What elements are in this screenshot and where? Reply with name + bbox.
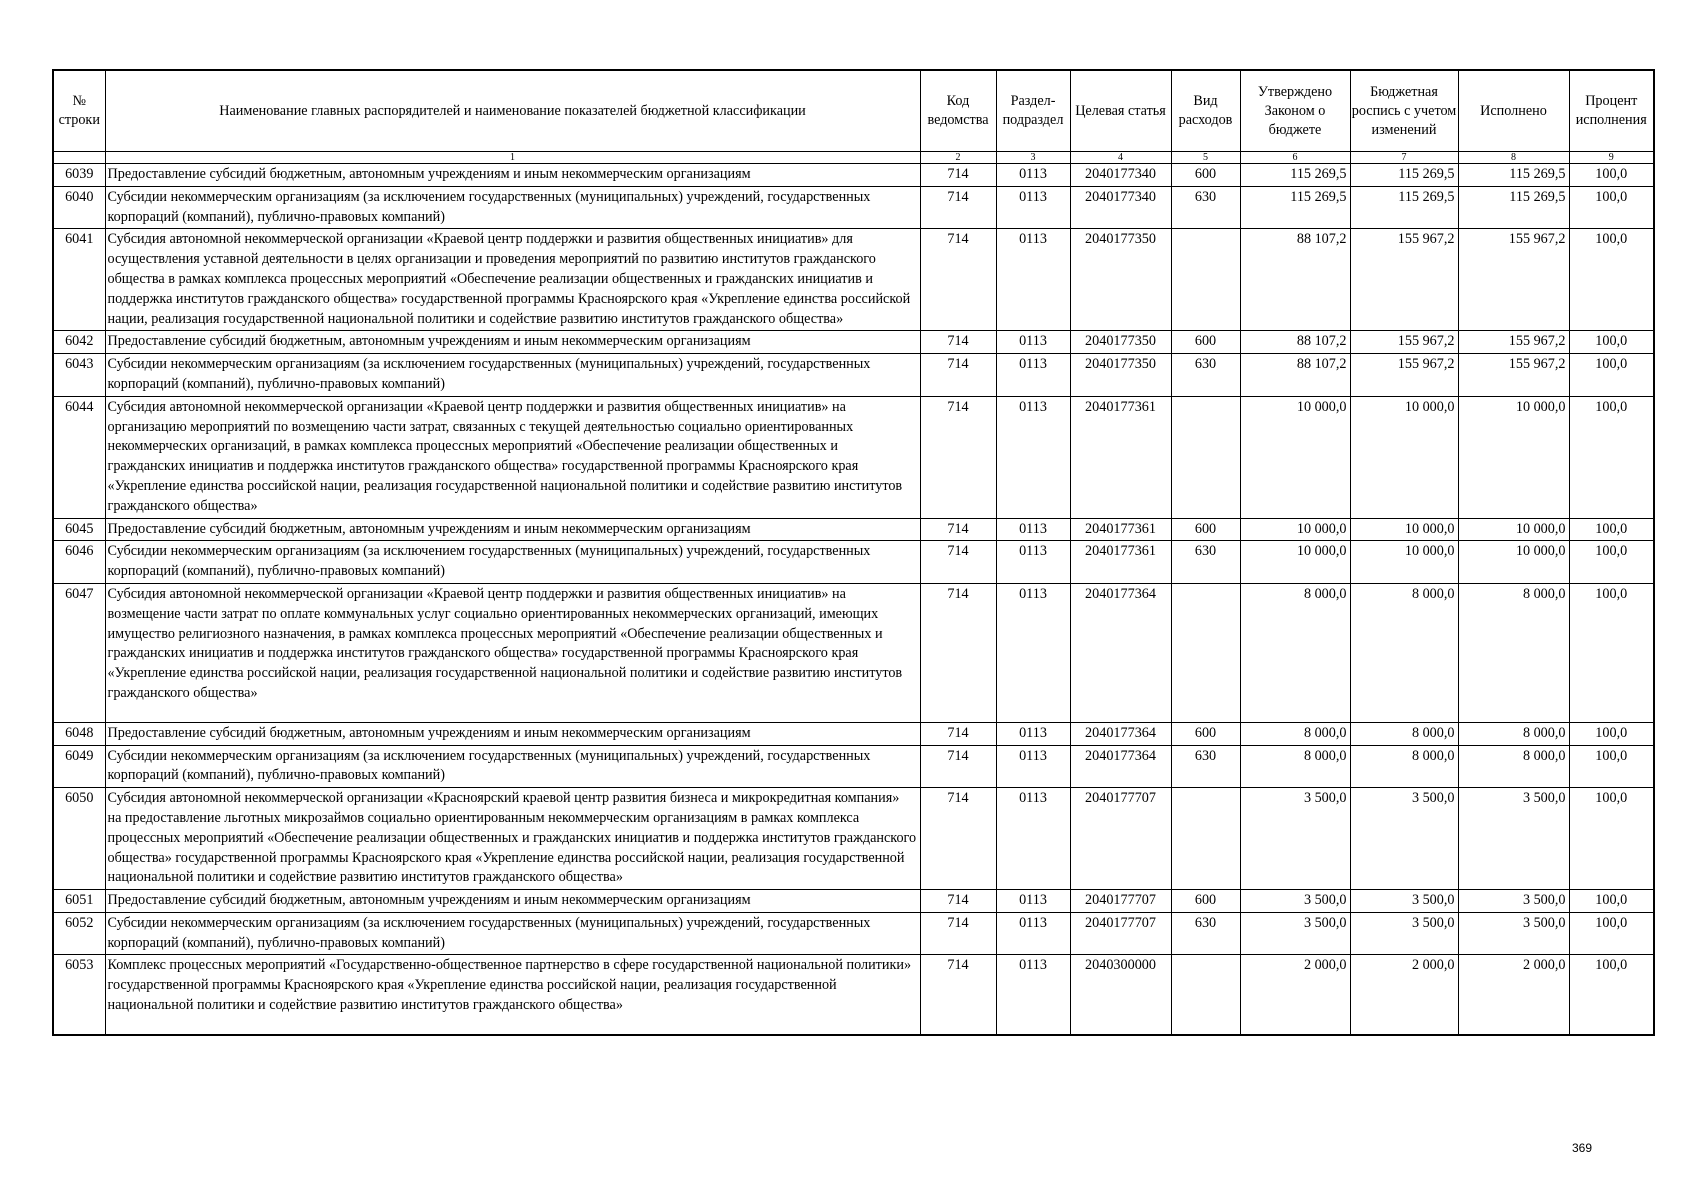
row-executed: 3 500,0 <box>1458 912 1569 955</box>
table-row <box>53 518 1654 541</box>
row-section-code: 0113 <box>996 955 1070 1035</box>
row-name: Субсидия автономной некоммерческой организации «Краевой центр поддержки и развития общественных инициатив» на организацию мероприятий по возмещению части затрат, связанных с текущей деятельностью социально ориентированных некоммерческих организаций, в рамках комплекса процессных мероприятий «Обеспечение реализации общественных и гражданских инициатив и поддержка институтов гражданского общества» государственной программы Красноярского края «Укрепление единства российской нации, реализация государственной национальной политики и содействие развитию институтов гражданского общества» <box>105 396 920 518</box>
table-row <box>53 788 1654 890</box>
row-section-code: 0113 <box>996 518 1070 541</box>
column-number-blank <box>53 152 105 164</box>
column-number-row <box>53 152 1654 164</box>
row-section-code: 0113 <box>996 164 1070 187</box>
column-number: 2 <box>920 152 996 164</box>
row-section-code: 0113 <box>996 745 1070 788</box>
row-budget: 115 269,5 <box>1350 164 1458 187</box>
row-budget: 3 500,0 <box>1350 890 1458 913</box>
row-percent: 100,0 <box>1569 229 1654 331</box>
row-expense-type: 630 <box>1171 186 1240 229</box>
row-section-code: 0113 <box>996 788 1070 890</box>
table-row <box>53 229 1654 331</box>
row-name: Субсидии некоммерческим организациям (за исключением государственных (муниципальных) учреждений, государственных корпораций (компаний), публично-правовых компаний) <box>105 354 920 397</box>
row-dept-code: 714 <box>920 186 996 229</box>
row-budget: 2 000,0 <box>1350 955 1458 1035</box>
row-expense-type: 600 <box>1171 164 1240 187</box>
table-row <box>53 354 1654 397</box>
row-name: Субсидия автономной некоммерческой организации «Красноярский краевой центр развития бизнеса и микрокредитная компания» на предоставление льготных микрозаймов социально ориентированным некоммерческим организациям в рамках комплекса процессных мероприятий «Обеспечение реализации общественных и гражданских инициатив и поддержка институтов гражданского общества» государственной программы Красноярского края «Укрепление единства российской нации, реализация государственной национальной политики и содействие развитию институтов гражданского общества» <box>105 788 920 890</box>
row-budget: 10 000,0 <box>1350 396 1458 518</box>
row-approved: 8 000,0 <box>1240 722 1350 745</box>
row-dept-code: 714 <box>920 788 996 890</box>
row-percent: 100,0 <box>1569 541 1654 584</box>
row-number: 6047 <box>53 583 105 722</box>
row-executed: 155 967,2 <box>1458 331 1569 354</box>
row-expense-type: 630 <box>1171 912 1240 955</box>
row-number: 6042 <box>53 331 105 354</box>
row-budget: 10 000,0 <box>1350 541 1458 584</box>
row-name: Предоставление субсидий бюджетным, автономным учреждениям и иным некоммерческим организациям <box>105 331 920 354</box>
row-article-code: 2040177364 <box>1070 583 1171 722</box>
row-article-code: 2040177364 <box>1070 745 1171 788</box>
row-section-code: 0113 <box>996 722 1070 745</box>
row-expense-type: 600 <box>1171 331 1240 354</box>
table-row <box>53 583 1654 722</box>
header-executed: Исполнено <box>1458 70 1569 152</box>
row-number: 6053 <box>53 955 105 1035</box>
table-row <box>53 541 1654 584</box>
row-dept-code: 714 <box>920 331 996 354</box>
header-budget: Бюджетная роспись с учетом изменений <box>1350 70 1458 152</box>
row-budget: 155 967,2 <box>1350 331 1458 354</box>
row-expense-type <box>1171 229 1240 331</box>
row-number: 6048 <box>53 722 105 745</box>
row-dept-code: 714 <box>920 745 996 788</box>
row-budget: 155 967,2 <box>1350 229 1458 331</box>
table-row <box>53 955 1654 1035</box>
row-percent: 100,0 <box>1569 722 1654 745</box>
row-name: Предоставление субсидий бюджетным, автономным учреждениям и иным некоммерческим организациям <box>105 722 920 745</box>
row-article-code: 2040177340 <box>1070 164 1171 187</box>
row-budget: 8 000,0 <box>1350 583 1458 722</box>
row-section-code: 0113 <box>996 396 1070 518</box>
row-approved: 8 000,0 <box>1240 583 1350 722</box>
row-name: Предоставление субсидий бюджетным, автономным учреждениям и иным некоммерческим организациям <box>105 890 920 913</box>
row-executed: 10 000,0 <box>1458 396 1569 518</box>
row-number: 6041 <box>53 229 105 331</box>
row-approved: 10 000,0 <box>1240 541 1350 584</box>
header-approved: Утверждено Законом о бюджете <box>1240 70 1350 152</box>
row-article-code: 2040177361 <box>1070 396 1171 518</box>
column-number: 3 <box>996 152 1070 164</box>
row-approved: 115 269,5 <box>1240 164 1350 187</box>
row-percent: 100,0 <box>1569 745 1654 788</box>
column-number: 9 <box>1569 152 1654 164</box>
budget-table <box>52 69 1655 1036</box>
row-section-code: 0113 <box>996 331 1070 354</box>
header-expense: Вид расходов <box>1171 70 1240 152</box>
row-section-code: 0113 <box>996 583 1070 722</box>
header-name: Наименование главных распорядителей и наименование показателей бюджетной классификации <box>105 70 920 152</box>
column-number: 6 <box>1240 152 1350 164</box>
row-name: Субсидия автономной некоммерческой организации «Краевой центр поддержки и развития общественных инициатив» на возмещение части затрат по оплате коммунальных услуг социально ориентированных некоммерческих организаций, имеющих имущество религиозного назначения, в рамках комплекса процессных мероприятий «Обеспечение реализации общественных и гражданских инициатив и поддержка институтов гражданского общества» государственной программы Красноярского края «Укрепление единства российской нации, реализация государственной национальной политики и содействие развитию институтов гражданского общества» <box>105 583 920 722</box>
row-executed: 115 269,5 <box>1458 186 1569 229</box>
row-dept-code: 714 <box>920 722 996 745</box>
row-number: 6046 <box>53 541 105 584</box>
row-name: Субсидии некоммерческим организациям (за исключением государственных (муниципальных) учреждений, государственных корпораций (компаний), публично-правовых компаний) <box>105 912 920 955</box>
row-executed: 3 500,0 <box>1458 788 1569 890</box>
row-budget: 8 000,0 <box>1350 745 1458 788</box>
row-name: Предоставление субсидий бюджетным, автономным учреждениям и иным некоммерческим организациям <box>105 164 920 187</box>
row-expense-type: 600 <box>1171 722 1240 745</box>
row-executed: 3 500,0 <box>1458 890 1569 913</box>
header-dept: Код ведомства <box>920 70 996 152</box>
row-budget: 10 000,0 <box>1350 518 1458 541</box>
row-expense-type: 630 <box>1171 541 1240 584</box>
row-section-code: 0113 <box>996 354 1070 397</box>
row-executed: 2 000,0 <box>1458 955 1569 1035</box>
row-dept-code: 714 <box>920 164 996 187</box>
header-article: Целевая статья <box>1070 70 1171 152</box>
column-number: 7 <box>1350 152 1458 164</box>
row-expense-type <box>1171 583 1240 722</box>
row-section-code: 0113 <box>996 229 1070 331</box>
row-percent: 100,0 <box>1569 164 1654 187</box>
row-expense-type: 600 <box>1171 518 1240 541</box>
row-approved: 10 000,0 <box>1240 396 1350 518</box>
row-approved: 115 269,5 <box>1240 186 1350 229</box>
row-article-code: 2040177364 <box>1070 722 1171 745</box>
row-approved: 2 000,0 <box>1240 955 1350 1035</box>
row-article-code: 2040177361 <box>1070 518 1171 541</box>
row-budget: 3 500,0 <box>1350 788 1458 890</box>
column-number: 5 <box>1171 152 1240 164</box>
table-row <box>53 890 1654 913</box>
row-executed: 10 000,0 <box>1458 518 1569 541</box>
row-number: 6039 <box>53 164 105 187</box>
header-section: Раздел-подраздел <box>996 70 1070 152</box>
row-percent: 100,0 <box>1569 186 1654 229</box>
table-row <box>53 164 1654 187</box>
row-article-code: 2040177350 <box>1070 331 1171 354</box>
row-dept-code: 714 <box>920 396 996 518</box>
row-article-code: 2040177707 <box>1070 788 1171 890</box>
row-expense-type <box>1171 788 1240 890</box>
row-budget: 8 000,0 <box>1350 722 1458 745</box>
row-article-code: 2040177340 <box>1070 186 1171 229</box>
row-number: 6049 <box>53 745 105 788</box>
table-row <box>53 745 1654 788</box>
column-number: 8 <box>1458 152 1569 164</box>
row-percent: 100,0 <box>1569 890 1654 913</box>
row-budget: 155 967,2 <box>1350 354 1458 397</box>
row-executed: 155 967,2 <box>1458 229 1569 331</box>
row-percent: 100,0 <box>1569 788 1654 890</box>
row-expense-type: 630 <box>1171 745 1240 788</box>
row-dept-code: 714 <box>920 541 996 584</box>
row-number: 6045 <box>53 518 105 541</box>
row-percent: 100,0 <box>1569 396 1654 518</box>
row-approved: 88 107,2 <box>1240 354 1350 397</box>
table-row <box>53 186 1654 229</box>
row-expense-type: 600 <box>1171 890 1240 913</box>
row-executed: 8 000,0 <box>1458 745 1569 788</box>
row-executed: 8 000,0 <box>1458 583 1569 722</box>
row-budget: 115 269,5 <box>1350 186 1458 229</box>
row-dept-code: 714 <box>920 354 996 397</box>
row-approved: 3 500,0 <box>1240 890 1350 913</box>
row-executed: 115 269,5 <box>1458 164 1569 187</box>
row-name: Субсидии некоммерческим организациям (за исключением государственных (муниципальных) учреждений, государственных корпораций (компаний), публично-правовых компаний) <box>105 745 920 788</box>
row-section-code: 0113 <box>996 541 1070 584</box>
row-article-code: 2040177707 <box>1070 912 1171 955</box>
row-section-code: 0113 <box>996 912 1070 955</box>
header-row-no: № строки <box>53 70 105 152</box>
table-row <box>53 912 1654 955</box>
row-percent: 100,0 <box>1569 354 1654 397</box>
row-article-code: 2040177350 <box>1070 354 1171 397</box>
row-article-code: 2040177361 <box>1070 541 1171 584</box>
row-article-code: 2040177350 <box>1070 229 1171 331</box>
row-executed: 155 967,2 <box>1458 354 1569 397</box>
table-row <box>53 331 1654 354</box>
row-dept-code: 714 <box>920 955 996 1035</box>
row-section-code: 0113 <box>996 186 1070 229</box>
row-dept-code: 714 <box>920 229 996 331</box>
row-approved: 10 000,0 <box>1240 518 1350 541</box>
header-percent: Процент исполнения <box>1569 70 1654 152</box>
row-number: 6051 <box>53 890 105 913</box>
row-dept-code: 714 <box>920 583 996 722</box>
row-expense-type <box>1171 955 1240 1035</box>
row-article-code: 2040300000 <box>1070 955 1171 1035</box>
row-percent: 100,0 <box>1569 518 1654 541</box>
row-executed: 8 000,0 <box>1458 722 1569 745</box>
row-dept-code: 714 <box>920 912 996 955</box>
page-number: 369 <box>1572 1141 1593 1155</box>
row-approved: 88 107,2 <box>1240 229 1350 331</box>
row-number: 6044 <box>53 396 105 518</box>
row-approved: 8 000,0 <box>1240 745 1350 788</box>
row-percent: 100,0 <box>1569 331 1654 354</box>
row-approved: 88 107,2 <box>1240 331 1350 354</box>
column-number: 1 <box>105 152 920 164</box>
table-row <box>53 396 1654 518</box>
row-article-code: 2040177707 <box>1070 890 1171 913</box>
row-percent: 100,0 <box>1569 912 1654 955</box>
row-percent: 100,0 <box>1569 583 1654 722</box>
column-number: 4 <box>1070 152 1171 164</box>
row-approved: 3 500,0 <box>1240 788 1350 890</box>
table-row <box>53 722 1654 745</box>
row-executed: 10 000,0 <box>1458 541 1569 584</box>
row-dept-code: 714 <box>920 890 996 913</box>
row-approved: 3 500,0 <box>1240 912 1350 955</box>
table-body <box>53 164 1654 1035</box>
row-expense-type <box>1171 396 1240 518</box>
row-name: Субсидии некоммерческим организациям (за исключением государственных (муниципальных) учреждений, государственных корпораций (компаний), публично-правовых компаний) <box>105 186 920 229</box>
header-row <box>53 70 1654 152</box>
row-name: Предоставление субсидий бюджетным, автономным учреждениям и иным некоммерческим организациям <box>105 518 920 541</box>
row-number: 6050 <box>53 788 105 890</box>
row-number: 6043 <box>53 354 105 397</box>
row-name: Субсидии некоммерческим организациям (за исключением государственных (муниципальных) учреждений, государственных корпораций (компаний), публично-правовых компаний) <box>105 541 920 584</box>
row-number: 6040 <box>53 186 105 229</box>
row-number: 6052 <box>53 912 105 955</box>
row-name: Субсидия автономной некоммерческой организации «Краевой центр поддержки и развития общественных инициатив» для осуществления уставной деятельности в целях организации и проведения мероприятий по развитию институтов гражданского общества в рамках комплекса процессных мероприятий «Обеспечение реализации общественных и гражданских инициатив и поддержка институтов гражданского общества» государственной программы Красноярского края «Укрепление единства российской нации, реализация государственной национальной политики и содействие развитию институтов гражданского общества» <box>105 229 920 331</box>
row-name: Комплекс процессных мероприятий «Государственно-общественное партнерство в сфере государственной национальной политики» государственной программы Красноярского края «Укрепление единства российской нации, реализация государственной национальной политики и содействие развитию институтов гражданского общества» <box>105 955 920 1035</box>
row-expense-type: 630 <box>1171 354 1240 397</box>
row-budget: 3 500,0 <box>1350 912 1458 955</box>
row-percent: 100,0 <box>1569 955 1654 1035</box>
row-section-code: 0113 <box>996 890 1070 913</box>
row-dept-code: 714 <box>920 518 996 541</box>
